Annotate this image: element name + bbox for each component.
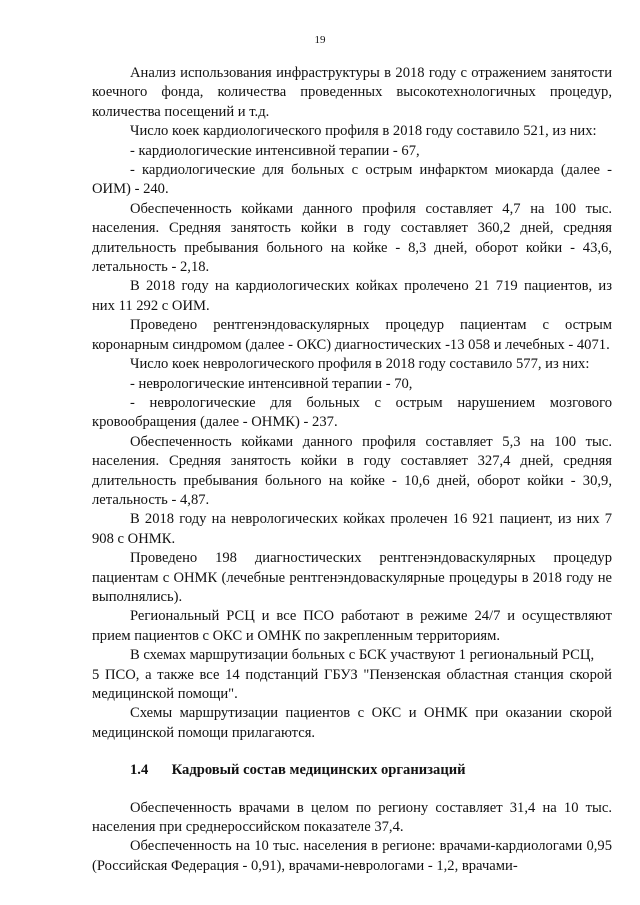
- paragraph-neuro-provision: Обеспеченность койками данного профиля составляет 5,3 на 100 тыс. населения. Средняя занятость койки в году составляет 327,4 дней, средняя длительность пребывания больного на койке - 10,6 дней, оборот койки - 30,9, летальность - 4,87.: [92, 433, 612, 508]
- paragraph-stroke-procedures: Проведено 198 диагностических рентгенэндоваскулярных процедур пациентам с ОНМК (лечебные рентгенэндоваскулярные процедуры в 2018 году не выполнялись).: [92, 550, 612, 605]
- section-number: 1.4: [130, 762, 149, 779]
- paragraph-routing-stations: 5 ПСО, а также все 14 подстанций ГБУЗ "Пензенская областная станция скорой медицинской помощи".: [92, 666, 612, 702]
- list-item-neuro-icu: - неврологические интенсивной терапии - 70,: [130, 375, 413, 392]
- paragraph-specialist-provision: Обеспеченность на 10 тыс. населения в регионе: врачами-кардиологами 0,95 (Российская Федерация - 0,91), врачами-неврологами - 1,2, врачами-: [92, 838, 612, 874]
- section-heading: [92, 761, 612, 780]
- page-body: [92, 64, 612, 876]
- paragraph-cardio-treated: В 2018 году на кардиологических койках пролечено 21 719 пациентов, из них 11 292 с ОИМ.: [92, 278, 612, 314]
- list-item-cardio-mi: - кардиологические для больных с острым инфарктом миокарда (далее - ОИМ) - 240.: [92, 162, 612, 198]
- paragraph-neurology-beds: Число коек неврологического профиля в 2018 году составило 577, из них:: [130, 356, 590, 373]
- paragraph-cardiology-beds: Число коек кардиологического профиля в 2018 году составило 521, из них:: [130, 123, 597, 140]
- section-title: Кадровый состав медицинских организаций: [171, 762, 466, 779]
- paragraph-cardio-provision: Обеспеченность койками данного профиля составляет 4,7 на 100 тыс. населения. Средняя занятость койки в году составляет 360,2 дней, средняя длительность пребывания больного на койке - 8,3 дней, оборот койки - 43,6, летальность - 2,18.: [92, 200, 612, 276]
- list-item-cardio-icu: - кардиологические интенсивной терапии - 67,: [130, 142, 420, 159]
- paragraph-routing-schemes: В схемах маршрутизации больных с БСК участвуют 1 региональный РСЦ,: [130, 647, 595, 664]
- paragraph-rsc-24-7: Региональный РСЦ и все ПСО работают в режиме 24/7 и осуществляют прием пациентов с ОКС и ОМНК по закрепленным территориям.: [92, 608, 612, 644]
- list-item-neuro-stroke: - неврологические для больных с острым нарушением мозгового кровообращения (далее - ОНМК) - 237.: [92, 394, 612, 431]
- paragraph-routing-attached: Схемы маршрутизации пациентов с ОКС и ОНМК при оказании скорой медицинской помощи прилагаются.: [92, 705, 612, 741]
- paragraph-infrastructure-analysis: Анализ использования инфраструктуры в 2018 году с отражением занятости коечного фонда, количества проведенных высокотехнологичных процедур, количества посещений и т.д.: [92, 65, 612, 120]
- paragraph-neuro-treated: В 2018 году на неврологических койках пролечен 16 921 пациент, из них 7 908 с ОНМК.: [92, 511, 612, 547]
- paragraph-doctor-provision: Обеспеченность врачами в целом по региону составляет 31,4 на 10 тыс. населения при среднероссийском показателе 37,4.: [92, 799, 612, 836]
- paragraph-acs-procedures: Проведено рентгенэндоваскулярных процедур пациентам с острым коронарным синдромом (далее - ОКС) диагностических -13 058 и лечебных - 4071.: [92, 317, 612, 353]
- page-number: 19: [314, 34, 326, 46]
